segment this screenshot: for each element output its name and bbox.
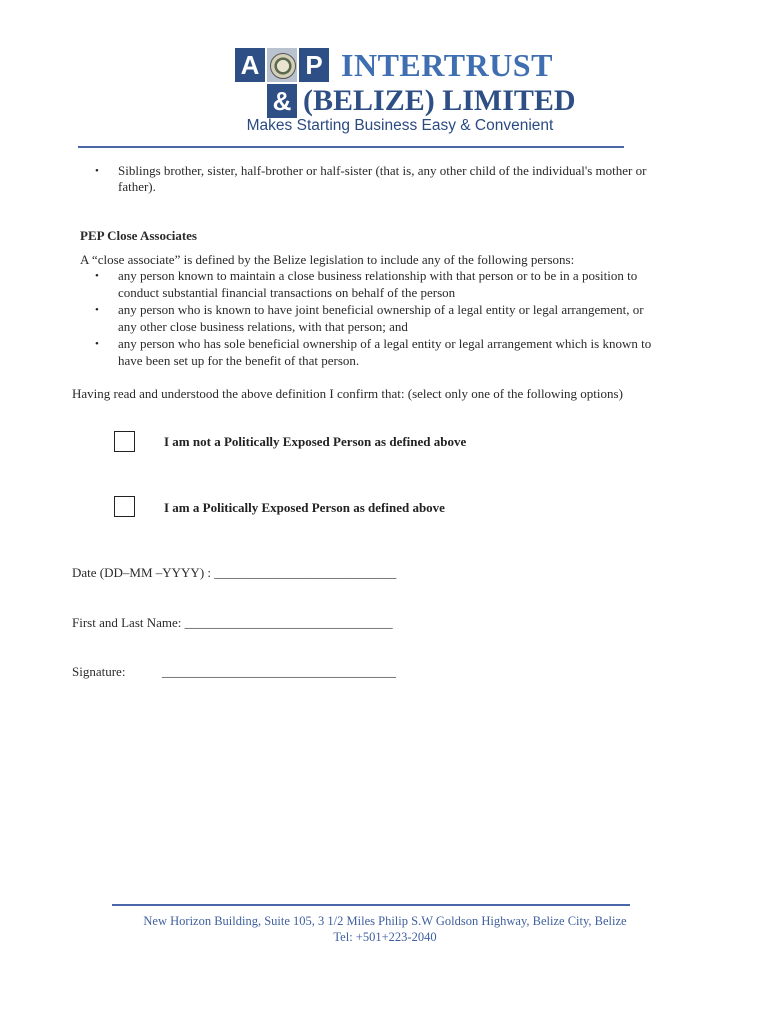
associates-intro: A “close associate” is defined by the Belize legislation to include any of the following persons: (80, 252, 575, 267)
not-pep-checkbox[interactable] (114, 431, 135, 452)
not-pep-label: I am not a Politically Exposed Person as defined above (164, 434, 467, 449)
is-pep-label: I am a Politically Exposed Person as defined above (164, 500, 445, 515)
siblings-line-1: Siblings brother, sister, half-brother or half-sister (that is, any other child of the individual's mother or (118, 163, 647, 178)
bullet-icon: • (95, 270, 99, 282)
footer (0, 913, 770, 945)
tagline (0, 117, 770, 135)
associate-bullet-3-line-1: any person who has sole beneficial ownership of a legal entity or legal arrangement which is known to (118, 336, 652, 351)
associate-bullet-1-line-2: conduct substantial financial transactions on behalf of the person (118, 285, 456, 300)
siblings-line-2: father). (118, 179, 156, 194)
associate-bullet-2-line-1: any person who is known to have joint beneficial ownership of a legal entity or legal arrangement, or (118, 302, 644, 317)
section-heading: PEP Close Associates (80, 228, 197, 243)
signature-field[interactable]: ____________________________________ (162, 664, 396, 679)
footer-address: New Horizon Building, Suite 105, 3 1/2 Miles Philip S.W Goldson Highway, Belize City, Belize (143, 914, 627, 928)
logo-word-intertrust: INTERTRUST (341, 47, 553, 83)
seal-icon (267, 48, 297, 82)
confirm-instruction: Having read and understood the above definition I confirm that: (select only one of the following options) (72, 386, 623, 401)
is-pep-checkbox[interactable] (114, 496, 135, 517)
header-divider (78, 146, 624, 148)
logo-box-p: P (299, 48, 329, 82)
bullet-icon: • (95, 338, 99, 350)
footer-divider (112, 904, 630, 906)
date-field[interactable]: Date (DD–MM –YYYY) : ____________________________ (72, 565, 397, 580)
associate-bullet-2-line-2: any other close business relations, with that person; and (118, 319, 408, 334)
tagline-text: Makes Starting Business Easy & Convenient (246, 117, 554, 134)
logo-box-a: A (235, 48, 265, 82)
name-field[interactable]: First and Last Name: ________________________________ (72, 615, 393, 630)
footer-telephone: Tel: +501+223-2040 (333, 930, 437, 944)
associate-bullet-3-line-2: have been set up for the benefit of that person. (118, 353, 360, 368)
signature-label: Signature: (72, 664, 126, 679)
bullet-icon: • (95, 165, 99, 177)
logo-box-ampersand: & (267, 84, 297, 118)
associate-bullet-1-line-1: any person known to maintain a close business relationship with that person or to be in a position to (118, 268, 638, 283)
logo-word-belize-limited: (BELIZE) LIMITED (303, 84, 576, 117)
bullet-icon: • (95, 304, 99, 316)
